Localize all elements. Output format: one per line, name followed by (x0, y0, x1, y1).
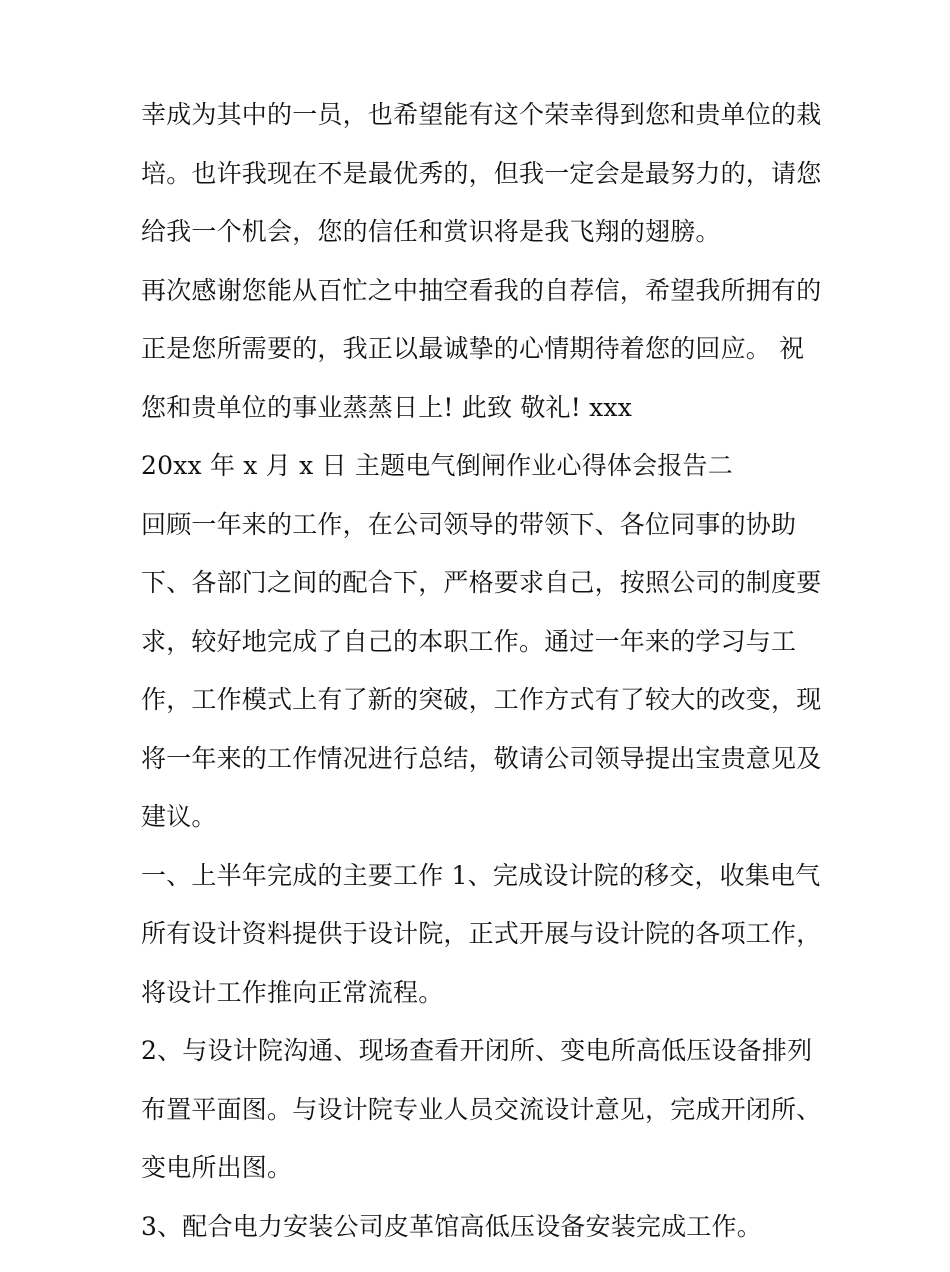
text-line: 2、与设计院沟通、现场查看开闭所、变电所高低压设备排列 (141, 1036, 813, 1065)
text-line: 作，工作模式上有了新的突破，工作方式有了较大的改变，现 (141, 685, 822, 714)
text-line: 求，较好地完成了自己的本职工作。通过一年来的学习与工 (141, 626, 797, 656)
text-line: 变电所出图。 (141, 1153, 293, 1182)
text-line: 将设计工作推向正常流程。 (141, 977, 444, 1007)
text-line: 幸成为其中的一员，也希望能有这个荣幸得到您和贵单位的栽 (141, 100, 822, 129)
text-line: 一、上半年完成的主要工作 1、完成设计院的移交，收集电气 (141, 860, 821, 890)
text-line: 将一年来的工作情况进行总结，敬请公司领导提出宝贵意见及 (141, 743, 822, 773)
text-line: 3、配合电力安装公司皮革馆高低压设备安装完成工作。 (141, 1211, 762, 1241)
text-line: 再次感谢您能从百忙之中抽空看我的自荐信，希望我所拥有的 (141, 275, 822, 305)
text-line: 建议。 (141, 802, 217, 831)
section-heading: 20xx 年 x 月 x 日 主题电气倒闸作业心得体会报告二 (141, 451, 733, 480)
document-body (141, 102, 821, 1272)
text-line: 所有设计资料提供于设计院，正式开展与设计院的各项工作， (141, 919, 822, 948)
text-line: 下、各部门之间的配合下，严格要求自己，按照公司的制度要 (141, 568, 822, 597)
text-line: 您和贵单位的事业蒸蒸日上! 此致 敬礼! xxx (141, 392, 633, 422)
text-line: 回顾一年来的工作，在公司领导的带领下、各位同事的协助 (141, 509, 797, 539)
text-line: 正是您所需要的，我正以最诚挚的心情期待着您的回应。 祝 (141, 334, 805, 363)
text-line: 布置平面图。与设计院专业人员交流设计意见，完成开闭所、 (141, 1094, 822, 1124)
text-line: 培。也许我现在不是最优秀的，但我一定会是最努力的，请您 (141, 158, 822, 188)
text-line: 给我一个机会，您的信任和赏识将是我飞翔的翅膀。 (141, 217, 721, 246)
